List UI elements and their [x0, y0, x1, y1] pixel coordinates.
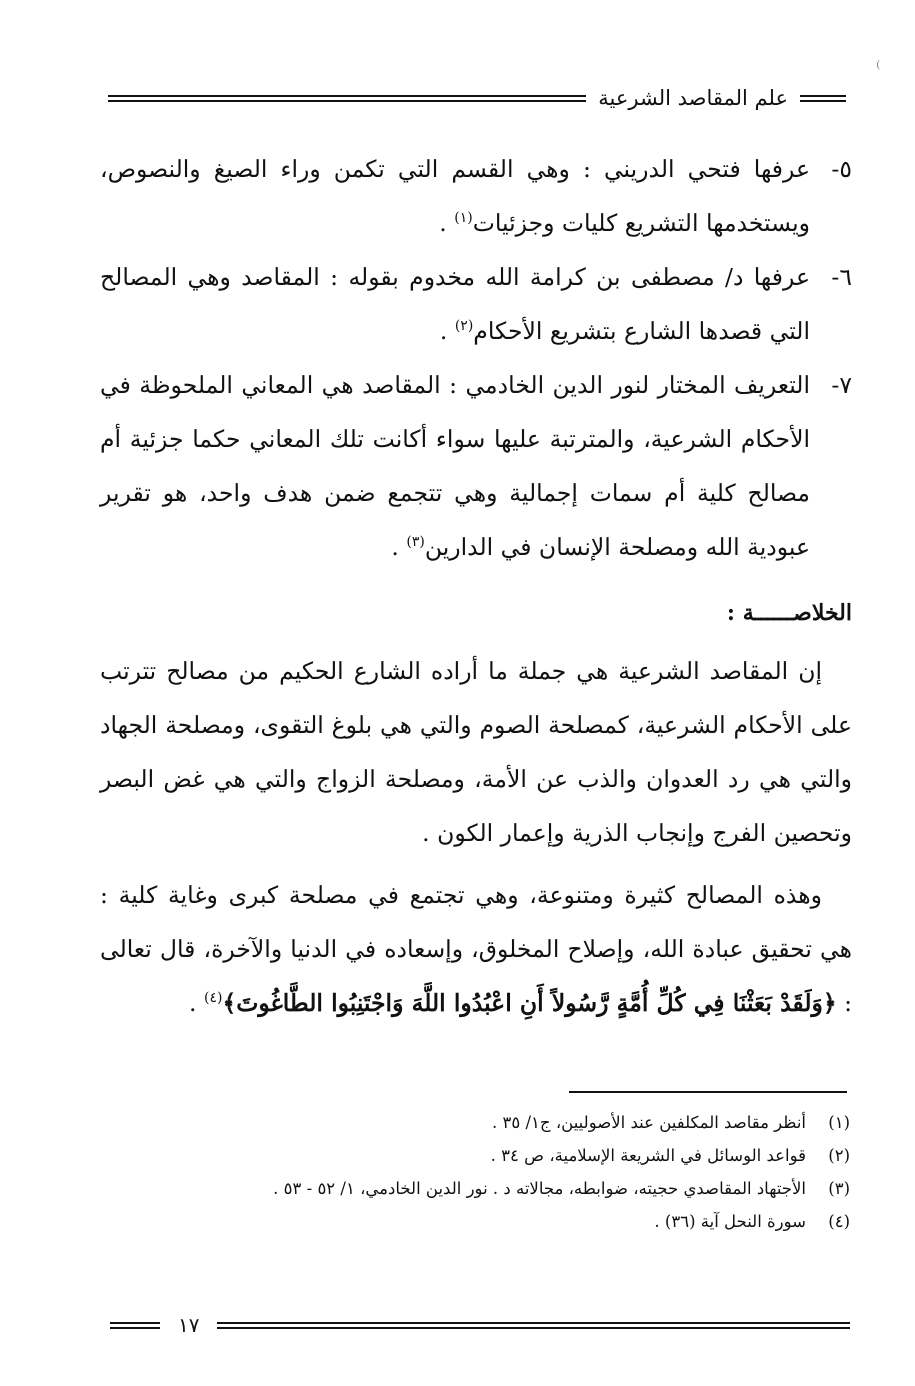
definition-item-7 [100, 358, 852, 574]
summary-heading: الخلاصــــــة : [726, 600, 852, 626]
quran-verse: ﴿وَلَقَدْ بَعَثْنَا فِي كُلِّ أُمَّةٍ رَّسُولاً أَنِ اعْبُدُوا اللَّهَ وَاجْتَنِبُوا الطَّاغُوتَ﴾ [222, 989, 837, 1017]
item-number: ٥- [831, 155, 852, 183]
header-rule-right [800, 95, 846, 102]
paragraph-text: وهذه المصالح كثيرة ومتنوعة، وهي تجتمع في مصلحة كبرى وغاية كلية : هي تحقيق عبادة الله، وإصلاح المخلوق، وإسعاده في الدنيا والآخرة، قال تعالى : [100, 881, 852, 1017]
footnote-text: قواعد الوسائل في الشريعة الإسلامية، ص ٣٤ . [490, 1146, 806, 1165]
definition-item-5 [100, 142, 852, 250]
item-end: . [439, 209, 455, 237]
definition-item-6 [100, 250, 852, 358]
item-text: عرفها د/ مصطفى بن كرامة الله مخدوم بقوله : المقاصد وهي المصالح التي قصدها الشارع بتشريع الأحكام [100, 263, 810, 345]
footnote-text: الأجتهاد المقاصدي حجيته، ضوابطه، مجالاته د . نور الدين الخادمي، ١/ ٥٢ - ٥٣ . [273, 1179, 806, 1198]
footnote-separator [569, 1091, 847, 1093]
footnote-number: (٣) [828, 1179, 850, 1198]
header-rule-left [108, 95, 586, 102]
scan-edge-mark: ⁾ [876, 58, 881, 79]
footnote-1 [110, 1106, 850, 1139]
item-end: . [391, 533, 407, 561]
summary-paragraph-1: إن المقاصد الشرعية هي جملة ما أراده الشارع الحكيم من مصالح تترتب على الأحكام الشرعية، كمصلحة الصوم والتي هي بلوغ التقوى، ومصلحة الجهاد والتي هي رد العدوان والذب عن الأمة، ومصلحة الزواج والتي هي غض البصر وتحصين الفرج وإنجاب الذرية وإعمار الكون . [100, 657, 852, 847]
footnote-2 [110, 1139, 850, 1172]
footer-rule-left [110, 1322, 160, 1329]
footnote-ref: (٤) [203, 990, 223, 1007]
paragraph-end: . [189, 989, 204, 1017]
footnotes [110, 1106, 850, 1238]
footnote-ref: (١) [454, 210, 473, 227]
page-footer [110, 1310, 850, 1340]
summary-paragraph-2 [100, 868, 852, 1030]
footnote-number: (١) [828, 1113, 850, 1132]
footnote-text: سورة النحل آية (٣٦) . [654, 1212, 806, 1231]
running-header [108, 78, 846, 118]
item-text: عرفها فتحي الدريني : وهي القسم التي تكمن وراء الصيغ والنصوص، ويستخدمها التشريع كليات وجزئيات [100, 155, 810, 237]
footnote-number: (٤) [828, 1212, 850, 1231]
item-number: ٦- [831, 263, 852, 291]
item-number: ٧- [831, 371, 852, 399]
footnote-ref: (٣) [406, 534, 425, 551]
footnote-text: أنظر مقاصد المكلفين عند الأصوليين، ج١/ ٣٥ . [492, 1113, 806, 1132]
footnote-ref: (٢) [454, 318, 474, 335]
item-text: التعريف المختار لنور الدين الخادمي : المقاصد هي المعاني الملحوظة في الأحكام الشرعية، والمترتبة عليها سواء أكانت تلك المعاني حكما جزئية أم مصالح كلية أم سمات إجمالية وهي تتجمع ضمن هدف واحد، هو تقرير عبودية الله ومصلحة الإنسان في الدارين [100, 371, 810, 561]
page-number: ١٧ [178, 1313, 200, 1337]
footer-rule-right [217, 1322, 850, 1329]
main-text [100, 142, 852, 1038]
running-header-title: علم المقاصد الشرعية [598, 86, 788, 110]
footnote-4 [110, 1205, 850, 1238]
footnote-number: (٢) [828, 1146, 850, 1165]
footnote-3 [110, 1172, 850, 1205]
item-end: . [439, 317, 455, 345]
